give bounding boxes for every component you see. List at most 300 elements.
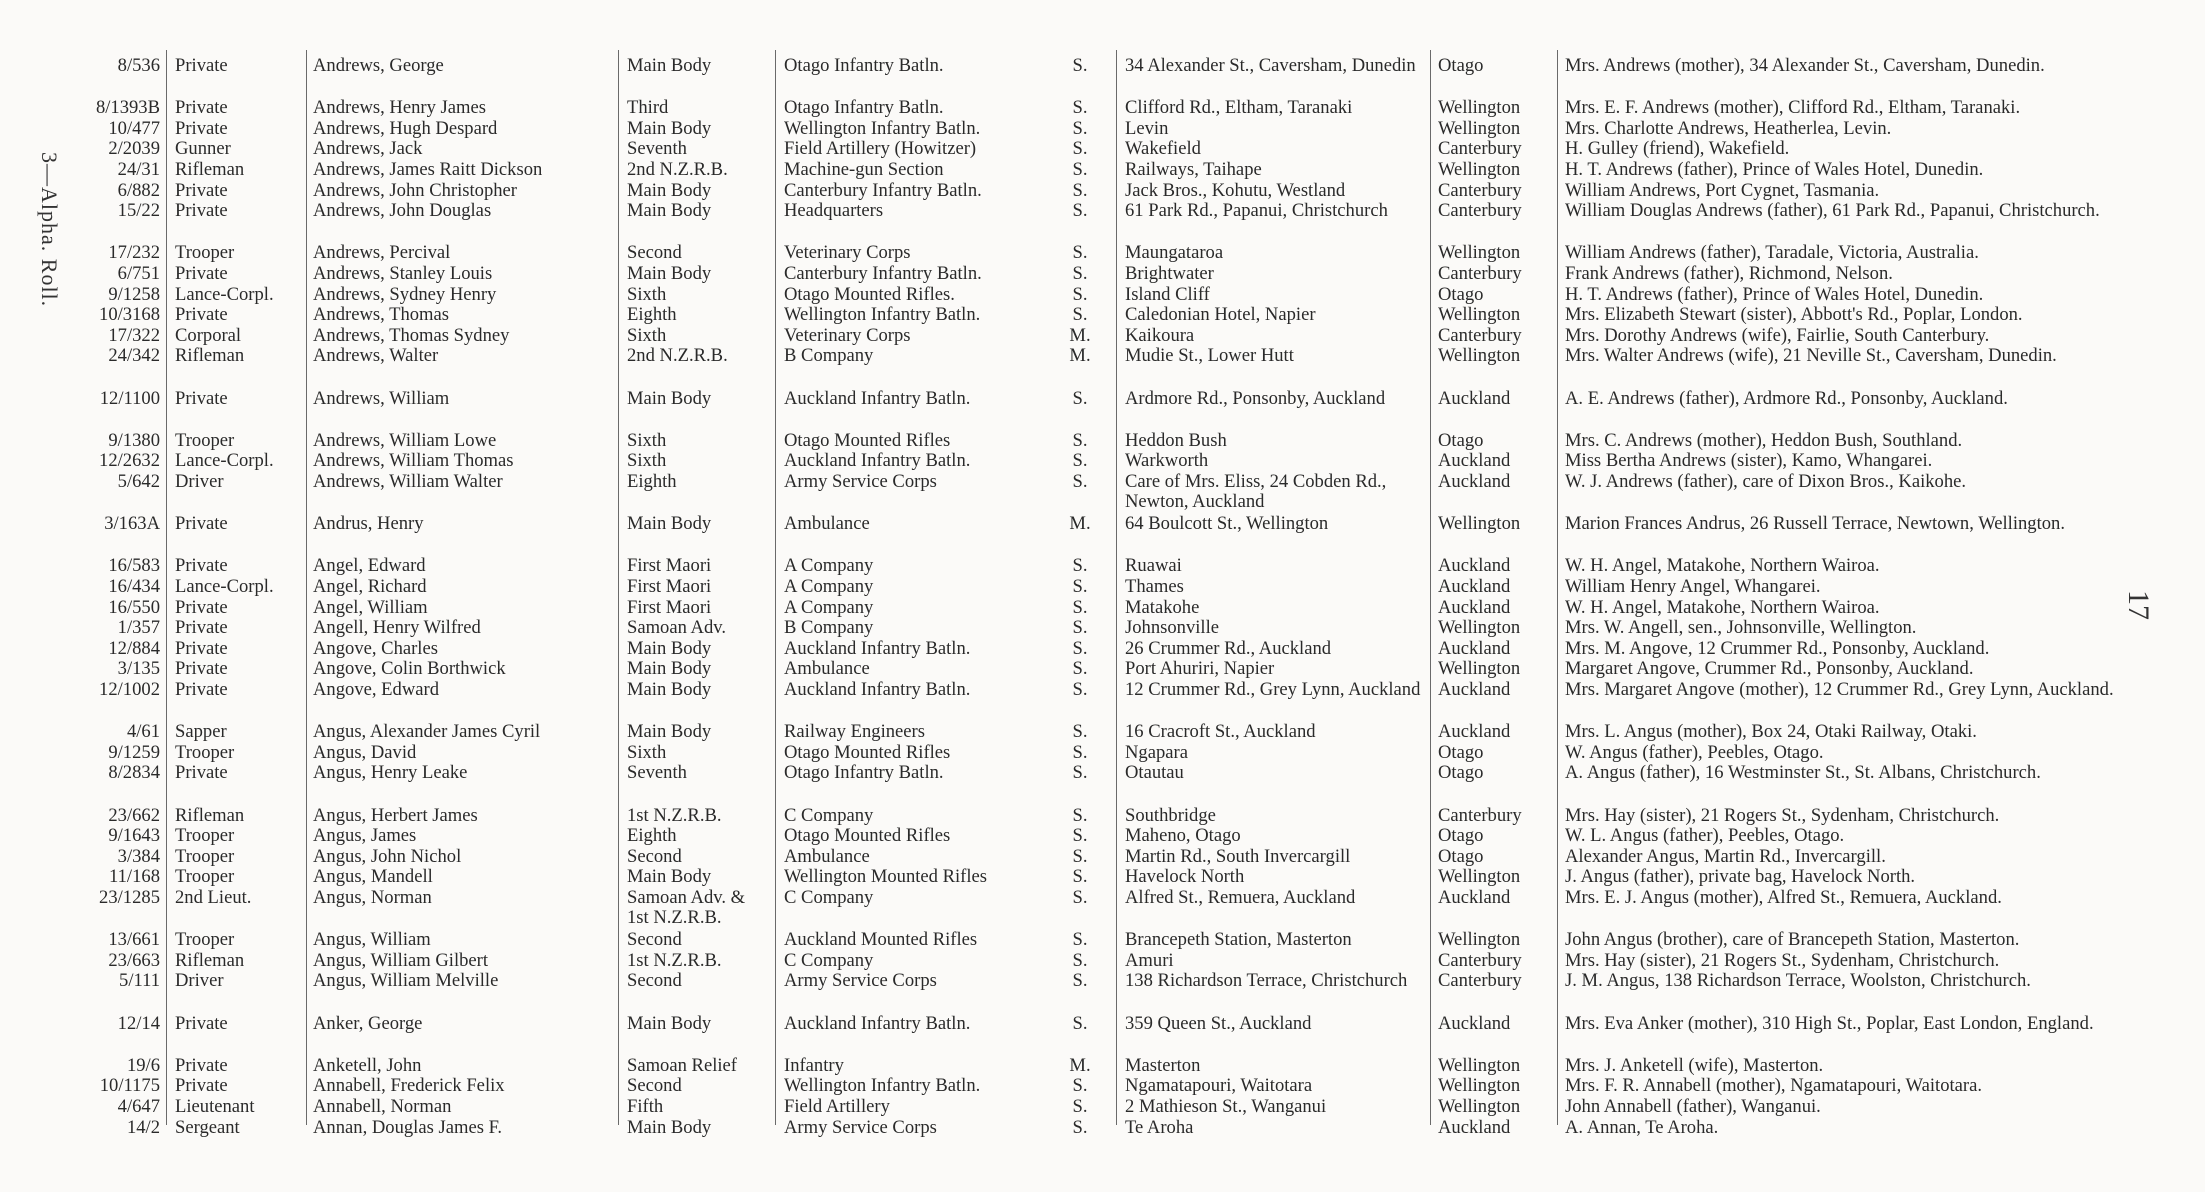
soldier-name-cell: Anker, George (313, 1013, 423, 1034)
soldier-name-cell: Andrews, Hugh Despard (313, 118, 498, 139)
rank-cell: Private (175, 763, 228, 784)
marital-status-cell: S. (1072, 680, 1088, 700)
marital-status-cell: S. (1072, 1076, 1088, 1097)
marital-status-cell: S. (1072, 139, 1088, 160)
district-cell: Wellington (1438, 1097, 1521, 1117)
district-cell: Canterbury (1438, 180, 1522, 201)
rank-cell: Private (175, 597, 228, 618)
draft-body-cell: Second (627, 1076, 682, 1097)
draft-body-cell: Second (627, 243, 682, 264)
column-rule (1430, 50, 1431, 1125)
district-cell: Wellington (1438, 243, 1521, 264)
next-of-kin-cell: A. E. Andrews (father), Ardmore Rd., Ponsonby, Auckland. (1565, 388, 2008, 409)
marital-status-cell: S. (1072, 1117, 1088, 1138)
unit-cell: Wellington Mounted Rifles (784, 867, 988, 888)
rank-cell: Lance-Corpl. (175, 451, 274, 472)
service-number-cell: 3/163A (104, 514, 160, 535)
unit-cell: B Company (784, 346, 874, 367)
soldier-name-cell: Angus, William Gilbert (313, 950, 489, 971)
service-number-cell: 4/61 (126, 722, 160, 743)
marital-status-cell: S. (1072, 284, 1088, 305)
rank-cell: Sapper (175, 722, 227, 743)
next-of-kin-cell: A. Annan, Te Aroha. (1565, 1117, 1719, 1138)
rank-cell: Private (175, 118, 228, 139)
service-number-cell: 9/1259 (108, 742, 160, 763)
next-of-kin-cell: Margaret Angove, Crummer Rd., Ponsonby, Auckland. (1565, 659, 1974, 680)
service-number-cell: 24/31 (117, 160, 160, 180)
last-address-cell: 2 Mathieson St., Wanganui (1125, 1097, 1327, 1117)
unit-cell: Otago Infantry Batln. (784, 98, 944, 119)
next-of-kin-cell: William Henry Angel, Whangarei. (1565, 577, 1821, 597)
draft-body-cell: Main Body (627, 118, 712, 139)
last-address-cell: Port Ahuriri, Napier (1125, 659, 1275, 680)
soldier-name-cell: Andrews, John Douglas (313, 201, 492, 222)
district-cell: Wellington (1438, 867, 1521, 888)
unit-cell: C Company (784, 950, 874, 971)
service-number-cell: 6/751 (117, 264, 160, 284)
next-of-kin-cell: J. M. Angus, 138 Richardson Terrace, Woolston, Christchurch. (1565, 971, 2031, 992)
last-address-cell: Masterton (1125, 1055, 1201, 1076)
unit-cell: Auckland Infantry Batln. (784, 1013, 971, 1034)
draft-body-cell: Eighth (627, 472, 677, 492)
draft-body-cell: First Maori (627, 577, 712, 597)
marital-status-cell: S. (1072, 846, 1088, 867)
district-cell: Wellington (1438, 98, 1521, 119)
next-of-kin-cell: Mrs. Walter Andrews (wife), 21 Neville St., Caversham, Dunedin. (1565, 346, 2057, 367)
soldier-name-cell: Andrus, Henry (313, 514, 424, 535)
service-number-cell: 10/3168 (99, 305, 160, 326)
service-number-cell: 12/1100 (99, 388, 160, 409)
soldier-name-cell: Andrews, William Thomas (313, 451, 514, 472)
last-address-cell: Warkworth (1125, 451, 1209, 472)
service-number-cell: 12/2632 (99, 451, 160, 472)
next-of-kin-cell: Mrs. Dorothy Andrews (wife), Fairlie, South Canterbury. (1565, 325, 1990, 346)
draft-body-cell: Main Body (627, 264, 712, 284)
marital-status-cell: S. (1072, 388, 1088, 409)
district-cell: Auckland (1438, 577, 1511, 597)
unit-cell: Machine-gun Section (784, 160, 944, 180)
service-number-cell: 8/1393B (95, 98, 160, 119)
next-of-kin-cell: Mrs. M. Angove, 12 Crummer Rd., Ponsonby, Auckland. (1565, 638, 1990, 659)
last-address-cell: Otautau (1125, 763, 1184, 784)
unit-cell: A Company (784, 556, 874, 577)
column-rule (166, 50, 167, 1125)
service-number-cell: 9/1643 (108, 826, 160, 847)
district-cell: Auckland (1438, 888, 1511, 908)
column-rule (618, 50, 619, 1125)
service-number-cell: 14/2 (126, 1117, 160, 1138)
next-of-kin-cell: Marion Frances Andrus, 26 Russell Terrace, Newtown, Wellington. (1565, 514, 2066, 535)
rank-cell: Trooper (175, 930, 235, 951)
service-number-cell: 17/322 (108, 325, 160, 346)
marital-status-cell: S. (1072, 1097, 1088, 1117)
draft-body-cell: Eighth (627, 305, 677, 326)
rank-cell: Private (175, 388, 228, 409)
marital-status-cell: S. (1072, 742, 1088, 763)
service-number-cell: 3/384 (117, 846, 160, 867)
rank-cell: Private (175, 1055, 228, 1076)
marital-status-cell: S. (1072, 950, 1088, 971)
last-address-cell: Island Cliff (1125, 284, 1210, 305)
rank-cell: Private (175, 264, 228, 284)
unit-cell: Ambulance (784, 659, 870, 680)
service-number-cell: 15/22 (117, 201, 160, 222)
district-cell: Canterbury (1438, 950, 1522, 971)
rank-cell: Private (175, 305, 228, 326)
next-of-kin-cell: W. J. Andrews (father), care of Dixon Bros., Kaikohe. (1565, 472, 1967, 492)
last-address-cell: Matakohe (1125, 597, 1200, 618)
next-of-kin-cell: Mrs. Eva Anker (mother), 310 High St., Poplar, East London, England. (1565, 1013, 2094, 1034)
unit-cell: C Company (784, 888, 874, 908)
unit-cell: Canterbury Infantry Batln. (784, 264, 982, 284)
district-cell: Wellington (1438, 346, 1521, 367)
service-number-cell: 17/232 (108, 243, 160, 264)
draft-body-cell: Main Body (627, 722, 712, 743)
draft-body-cell: Sixth (627, 430, 667, 451)
next-of-kin-cell: Mrs. Elizabeth Stewart (sister), Abbott's Rd., Poplar, London. (1565, 305, 2023, 326)
rank-cell: Private (175, 659, 228, 680)
soldier-name-cell: Angove, Colin Borthwick (313, 659, 506, 680)
soldier-name-cell: Andrews, John Christopher (313, 180, 517, 201)
district-cell: Canterbury (1438, 971, 1522, 992)
soldier-name-cell: Andrews, William (313, 388, 450, 409)
service-number-cell: 23/662 (108, 805, 160, 826)
last-address-cell: Brancepeth Station, Masterton (1125, 930, 1352, 951)
unit-cell: Army Service Corps (784, 971, 937, 992)
next-of-kin-cell: Mrs. Hay (sister), 21 Rogers St., Sydenham, Christchurch. (1565, 805, 2000, 826)
last-address-cell: Heddon Bush (1125, 430, 1227, 451)
district-cell: Canterbury (1438, 139, 1522, 160)
rank-cell: Rifleman (175, 160, 245, 180)
unit-cell: Canterbury Infantry Batln. (784, 180, 982, 201)
rank-cell: Driver (175, 971, 224, 992)
rank-cell: Private (175, 680, 228, 700)
marital-status-cell: S. (1072, 888, 1088, 908)
last-address-cell: 138 Richardson Terrace, Christchurch (1125, 971, 1408, 992)
service-number-cell: 5/111 (119, 971, 160, 992)
soldier-name-cell: Andrews, Thomas Sydney (313, 325, 510, 346)
draft-body-cell: Second (627, 971, 682, 992)
soldier-name-cell: Andrews, Henry James (313, 98, 486, 119)
column-rule (1116, 50, 1117, 1125)
draft-body-cell: Main Body (627, 514, 712, 535)
marital-status-cell: S. (1072, 763, 1088, 784)
draft-body-cell: Main Body (627, 1117, 712, 1138)
rank-cell: Trooper (175, 742, 235, 763)
next-of-kin-cell: William Andrews, Port Cygnet, Tasmania. (1565, 180, 1880, 201)
rank-cell: Lieutenant (175, 1097, 255, 1117)
marital-status-cell: S. (1072, 243, 1088, 264)
marital-status-cell: S. (1072, 118, 1088, 139)
district-cell: Otago (1438, 826, 1484, 847)
district-cell: Wellington (1438, 514, 1521, 535)
district-cell: Auckland (1438, 1013, 1511, 1034)
next-of-kin-cell: Frank Andrews (father), Richmond, Nelson. (1565, 264, 1893, 284)
draft-body-cell: 2nd N.Z.R.B. (627, 160, 728, 180)
marital-status-cell: S. (1072, 618, 1088, 639)
soldier-name-cell: Andrews, Stanley Louis (313, 264, 493, 284)
next-of-kin-cell: W. Angus (father), Peebles, Otago. (1565, 742, 1824, 763)
marital-status-cell: S. (1072, 577, 1088, 597)
last-address-cell: 34 Alexander St., Caversham, Dunedin (1125, 56, 1416, 76)
district-cell: Wellington (1438, 118, 1521, 139)
rank-cell: Driver (175, 472, 224, 492)
rank-cell: Private (175, 1076, 228, 1097)
marital-status-cell: S. (1072, 867, 1088, 888)
draft-body-cell: Eighth (627, 826, 677, 847)
draft-body-cell: Main Body (627, 201, 712, 222)
next-of-kin-cell: Mrs. Charlotte Andrews, Heatherlea, Levin. (1565, 118, 1892, 139)
last-address-cell: Levin (1125, 118, 1169, 139)
soldier-name-cell: Angove, Charles (313, 638, 438, 659)
next-of-kin-cell: W. H. Angel, Matakohe, Northern Wairoa. (1565, 556, 1880, 577)
rank-cell: Private (175, 556, 228, 577)
last-address-cell: Southbridge (1125, 805, 1216, 826)
next-of-kin-cell: Mrs. Hay (sister), 21 Rogers St., Sydenham, Christchurch. (1565, 950, 2000, 971)
rank-cell: Private (175, 618, 228, 639)
marital-status-cell: S. (1072, 305, 1088, 326)
district-cell: Wellington (1438, 930, 1521, 951)
soldier-name-cell: Angus, James (313, 826, 417, 847)
service-number-cell: 12/1002 (99, 680, 160, 700)
unit-cell: Army Service Corps (784, 1117, 937, 1138)
service-number-cell: 11/168 (109, 867, 160, 888)
unit-cell: Otago Mounted Rifles (784, 430, 951, 451)
rank-cell: Private (175, 180, 228, 201)
unit-cell: Otago Mounted Rifles (784, 742, 951, 763)
draft-body-cell: Main Body (627, 56, 712, 76)
service-number-cell: 19/6 (126, 1055, 160, 1076)
last-address-cell: Ruawai (1125, 556, 1182, 577)
rank-cell: Corporal (175, 325, 242, 346)
service-number-cell: 1/357 (117, 618, 160, 639)
next-of-kin-cell: Mrs. E. F. Andrews (mother), Clifford Rd., Eltham, Taranaki. (1565, 98, 2021, 119)
district-cell: Wellington (1438, 160, 1521, 180)
rank-cell: 2nd Lieut. (175, 888, 252, 908)
next-of-kin-cell: William Andrews (father), Taradale, Victoria, Australia. (1565, 243, 1979, 264)
service-number-cell: 10/1175 (99, 1076, 160, 1097)
service-number-cell: 16/550 (108, 597, 160, 618)
service-number-cell: 16/434 (108, 577, 160, 597)
rank-cell: Trooper (175, 243, 235, 264)
district-cell: Wellington (1438, 618, 1521, 639)
draft-body-cell: First Maori (627, 556, 712, 577)
soldier-name-cell: Andrews, William Walter (313, 472, 503, 492)
column-rule (1557, 50, 1558, 1125)
next-of-kin-cell: J. Angus (father), private bag, Havelock North. (1565, 867, 1916, 888)
marital-status-cell: S. (1072, 451, 1088, 472)
district-cell: Auckland (1438, 597, 1511, 618)
draft-body-cell: Second (627, 846, 682, 867)
marital-status-cell: S. (1072, 472, 1088, 492)
next-of-kin-cell: Miss Bertha Andrews (sister), Kamo, Whangarei. (1565, 451, 1933, 472)
district-cell: Canterbury (1438, 805, 1522, 826)
marital-status-cell: M. (1069, 346, 1091, 367)
next-of-kin-cell: Mrs. L. Angus (mother), Box 24, Otaki Railway, Otaki. (1565, 722, 1977, 743)
draft-body-cell: Seventh (627, 763, 687, 784)
last-address-cell: Care of Mrs. Eliss, 24 Cobden Rd., Newton, Auckland (1125, 472, 1387, 512)
roll-side-label: 3—Alpha. Roll. (37, 152, 62, 308)
last-address-cell: Brightwater (1125, 264, 1214, 284)
draft-body-cell: Main Body (627, 1013, 712, 1034)
service-number-cell: 9/1258 (108, 284, 160, 305)
marital-status-cell: S. (1072, 56, 1088, 76)
service-number-cell: 3/135 (117, 659, 160, 680)
marital-status-cell: S. (1072, 971, 1088, 992)
district-cell: Wellington (1438, 1055, 1521, 1076)
draft-body-cell: Sixth (627, 325, 667, 346)
district-cell: Auckland (1438, 472, 1511, 492)
soldier-name-cell: Angus, Norman (313, 888, 432, 908)
draft-body-cell: 1st N.Z.R.B. (627, 950, 722, 971)
soldier-name-cell: Angus, Alexander James Cyril (313, 722, 541, 743)
last-address-cell: Railways, Taihape (1125, 160, 1262, 180)
soldier-name-cell: Andrews, Sydney Henry (313, 284, 497, 305)
service-number-cell: 12/14 (117, 1013, 160, 1034)
district-cell: Canterbury (1438, 325, 1522, 346)
draft-body-cell: Third (627, 98, 669, 119)
district-cell: Auckland (1438, 722, 1511, 743)
draft-body-cell: Samoan Adv. (627, 618, 726, 639)
draft-body-cell: Samoan Adv. & 1st N.Z.R.B. (627, 888, 746, 928)
rank-cell: Private (175, 638, 228, 659)
district-cell: Otago (1438, 56, 1484, 76)
rank-cell: Private (175, 1013, 228, 1034)
soldier-name-cell: Andrews, James Raitt Dickson (313, 160, 543, 180)
unit-cell: Headquarters (784, 201, 884, 222)
last-address-cell: 16 Cracroft St., Auckland (1125, 722, 1316, 743)
service-number-cell: 13/661 (108, 930, 160, 951)
last-address-cell: 359 Queen St., Auckland (1125, 1013, 1312, 1034)
unit-cell: Auckland Infantry Batln. (784, 451, 971, 472)
soldier-name-cell: Angel, Edward (313, 556, 426, 577)
district-cell: Otago (1438, 846, 1484, 867)
draft-body-cell: Main Body (627, 680, 712, 700)
unit-cell: Wellington Infantry Batln. (784, 305, 981, 326)
district-cell: Wellington (1438, 659, 1521, 680)
soldier-name-cell: Andrews, Jack (313, 139, 423, 160)
unit-cell: C Company (784, 805, 874, 826)
marital-status-cell: M. (1069, 325, 1091, 346)
soldier-name-cell: Angel, William (313, 597, 428, 618)
unit-cell: Army Service Corps (784, 472, 937, 492)
soldier-name-cell: Angus, William (313, 930, 431, 951)
district-cell: Wellington (1438, 305, 1521, 326)
last-address-cell: Maungataroa (1125, 243, 1224, 264)
next-of-kin-cell: W. H. Angel, Matakohe, Northern Wairoa. (1565, 597, 1880, 618)
draft-body-cell: 1st N.Z.R.B. (627, 805, 722, 826)
district-cell: Auckland (1438, 1117, 1511, 1138)
marital-status-cell: S. (1072, 264, 1088, 284)
marital-status-cell: S. (1072, 1013, 1088, 1034)
district-cell: Canterbury (1438, 264, 1522, 284)
unit-cell: Railway Engineers (784, 722, 925, 743)
next-of-kin-cell: Mrs. Margaret Angove (mother), 12 Crummer Rd., Grey Lynn, Auckland. (1565, 680, 2114, 700)
unit-cell: A Company (784, 577, 874, 597)
soldier-name-cell: Andrews, Walter (313, 346, 439, 367)
draft-body-cell: Main Body (627, 180, 712, 201)
next-of-kin-cell: Alexander Angus, Martin Rd., Invercargill. (1565, 846, 1886, 867)
draft-body-cell: Sixth (627, 451, 667, 472)
next-of-kin-cell: W. L. Angus (father), Peebles, Otago. (1565, 826, 1845, 847)
unit-cell: Auckland Infantry Batln. (784, 388, 971, 409)
marital-status-cell: S. (1072, 638, 1088, 659)
marital-status-cell: M. (1069, 1055, 1091, 1076)
marital-status-cell: S. (1072, 160, 1088, 180)
marital-status-cell: S. (1072, 180, 1088, 201)
service-number-cell: 6/882 (117, 180, 160, 201)
district-cell: Auckland (1438, 638, 1511, 659)
marital-status-cell: S. (1072, 556, 1088, 577)
draft-body-cell: Samoan Relief (627, 1055, 737, 1076)
service-number-cell: 23/663 (108, 950, 160, 971)
last-address-cell: 64 Boulcott St., Wellington (1125, 514, 1329, 535)
unit-cell: Field Artillery (784, 1097, 890, 1117)
next-of-kin-cell: H. T. Andrews (father), Prince of Wales Hotel, Dunedin. (1565, 160, 1984, 180)
next-of-kin-cell: Mrs. J. Anketell (wife), Masterton. (1565, 1055, 1824, 1076)
last-address-cell: Ngapara (1125, 742, 1188, 763)
soldier-name-cell: Annabell, Frederick Felix (313, 1076, 505, 1097)
draft-body-cell: Seventh (627, 139, 687, 160)
column-rule (306, 50, 307, 1125)
rank-cell: Trooper (175, 826, 235, 847)
marital-status-cell: S. (1072, 722, 1088, 743)
draft-body-cell: First Maori (627, 597, 712, 618)
next-of-kin-cell: John Angus (brother), care of Brancepeth Station, Masterton. (1565, 930, 2020, 951)
soldier-name-cell: Angus, Mandell (313, 867, 433, 888)
last-address-cell: Jack Bros., Kohutu, Westland (1125, 180, 1346, 201)
draft-body-cell: Sixth (627, 284, 667, 305)
unit-cell: Veterinary Corps (784, 325, 911, 346)
service-number-cell: 2/2039 (108, 139, 160, 160)
soldier-name-cell: Anketell, John (313, 1055, 422, 1076)
last-address-cell: Ardmore Rd., Ponsonby, Auckland (1125, 388, 1386, 409)
rank-cell: Trooper (175, 846, 235, 867)
unit-cell: Veterinary Corps (784, 243, 911, 264)
unit-cell: Ambulance (784, 846, 870, 867)
service-number-cell: 12/884 (108, 638, 160, 659)
service-number-cell: 10/477 (108, 118, 160, 139)
rank-cell: Private (175, 201, 228, 222)
draft-body-cell: Sixth (627, 742, 667, 763)
service-number-cell: 8/2834 (108, 763, 160, 784)
soldier-name-cell: Angus, David (313, 742, 417, 763)
last-address-cell: Clifford Rd., Eltham, Taranaki (1125, 98, 1353, 119)
unit-cell: Otago Infantry Batln. (784, 763, 944, 784)
soldier-name-cell: Angell, Henry Wilfred (313, 618, 481, 639)
service-number-cell: 9/1380 (108, 430, 160, 451)
unit-cell: Wellington Infantry Batln. (784, 118, 981, 139)
service-number-cell: 5/642 (117, 472, 160, 492)
unit-cell: Auckland Mounted Rifles (784, 930, 978, 951)
last-address-cell: Wakefield (1125, 139, 1201, 160)
district-cell: Auckland (1438, 451, 1511, 472)
unit-cell: A Company (784, 597, 874, 618)
draft-body-cell: Main Body (627, 867, 712, 888)
rank-cell: Rifleman (175, 805, 245, 826)
unit-cell: Field Artillery (Howitzer) (784, 139, 977, 160)
next-of-kin-cell: William Douglas Andrews (father), 61 Park Rd., Papanui, Christchurch. (1565, 201, 2100, 222)
last-address-cell: Maheno, Otago (1125, 826, 1241, 847)
last-address-cell: Amuri (1125, 950, 1174, 971)
last-address-cell: Ngamatapouri, Waitotara (1125, 1076, 1313, 1097)
next-of-kin-cell: Mrs. C. Andrews (mother), Heddon Bush, Southland. (1565, 430, 1963, 451)
last-address-cell: Kaikoura (1125, 325, 1195, 346)
unit-cell: Auckland Infantry Batln. (784, 680, 971, 700)
draft-body-cell: Fifth (627, 1097, 664, 1117)
rank-cell: Gunner (175, 139, 231, 160)
marital-status-cell: S. (1072, 805, 1088, 826)
